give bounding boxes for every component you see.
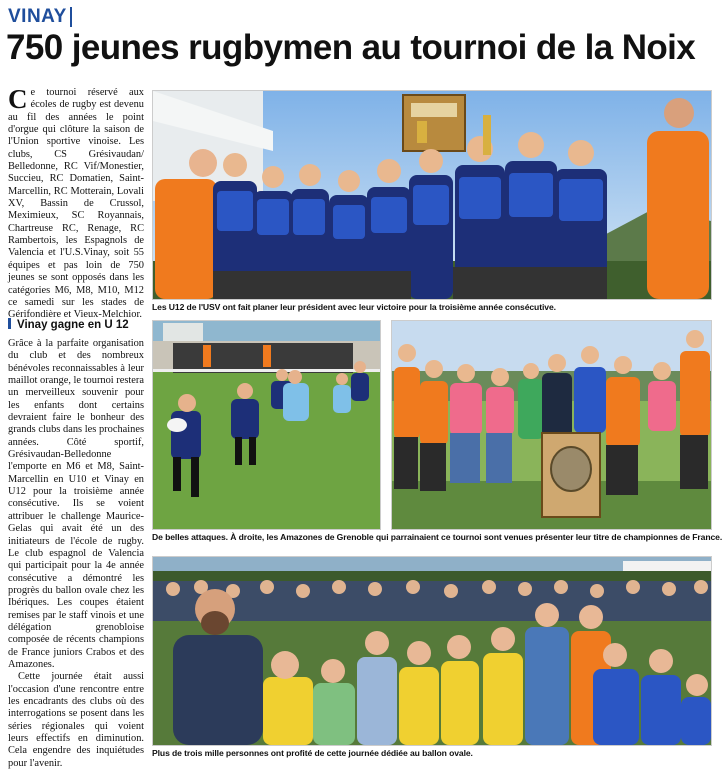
photo-game-action [152, 320, 381, 530]
photo-u12-team [152, 90, 712, 300]
caption-photo-2-3: De belles attaques. À droite, les Amazones de Grenoble qui parrainaient ce tournoi sont venues présenter leur titre de championnes de France. [152, 532, 723, 542]
body-paragraph: Grâce à la parfaite organisation du club et des nombreux bénévoles reconnaissables à leur maillot orange, le tournoi restera un merveilleux souvenir pour les enfants dont certains devraient faire le bonheur des grands clubs dans les prochaines années. Côté sportif, Grésivaudan-Belledonne l'emporte en M6 et M8, Saint-Marcellin en U10 et Vinay en U12 pour la troisième année consécutive. Ils se voient attribuer le challenge Maurice-Gelas qui avait été un des initiateurs de l'école de rugby. Le club espagnol de Valencia qui participait pour la 4e année consécutive a démontré les progrès du ballon ovale chez les Ibériques. Les coupes étaient remises par le staff vinois et une délégation grenobloise composée de récents champions de France juniors Crabos et des Amazones. [8, 338, 144, 670]
body-text [8, 338, 144, 769]
intro-text: e tournoi réservé aux écoles de rugby est devenu au fil des années le point d'orgue qui clôture la saison de l'Union sportive vinoise. Les clubs, CS Grésivaudan/ Belledonne, RC Vif/Monestier, Succieu, RC Domatien, Saint-Marcellin, RC Motterain, Lovali XV, Bassin de Crussol, Meximieux, SC Royannais, Chartreuse RC, Renage, RC Rambertois, les Espagnols de Valencia et l'U.S.Vinay, soit 55 équipes et pas loin de 750 jeunes se sont opposés dans les catégories M6, M8, M10, M12 ce samedi sur les stades de Gérifondière et Vieux-Melchior. [8, 87, 144, 321]
intro-paragraph [8, 84, 144, 321]
dropcap: C [8, 84, 28, 114]
section-kicker: VINAY [8, 6, 67, 27]
article-headline: 750 jeunes rugbymen au tournoi de la Noix [6, 28, 696, 67]
body-paragraph: Cette journée était aussi l'occasion d'une rencontre entre les encadrants des clubs où des interrogations se posent dans les séries régionales qui voient leurs effectifs en diminution. Cela engendre des inquiétudes pour l'avenir. [8, 671, 144, 769]
subheading: Vinay gagne en U 12 [8, 318, 144, 331]
caption-photo-4: Plus de trois mille personnes ont profité de cette journée dédiée au ballon ovale. [152, 748, 473, 758]
photo-crowd [152, 556, 712, 746]
photo-amazones [391, 320, 712, 530]
kicker-divider [70, 7, 72, 27]
caption-photo-1: Les U12 de l'USV ont fait planer leur président avec leur victoire pour la troisième année consécutive. [152, 302, 556, 312]
